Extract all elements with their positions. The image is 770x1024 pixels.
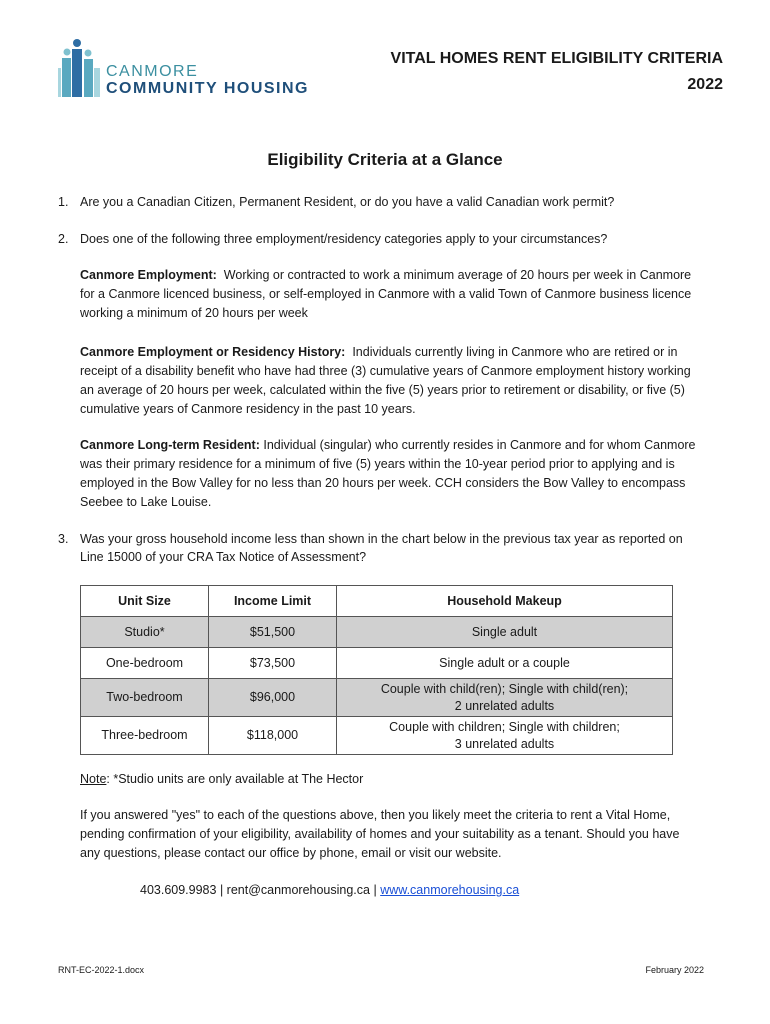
category-label: Canmore Employment or Residency History: bbox=[80, 345, 346, 359]
household-makeup-cell: Single adult bbox=[337, 617, 673, 648]
logo-line-2: COMMUNITY HOUSING bbox=[106, 80, 309, 97]
title-line-1: VITAL HOMES RENT ELIGIBILITY CRITERIA bbox=[390, 50, 723, 67]
canmore-housing-logo bbox=[58, 38, 348, 100]
question-text: Are you a Canadian Citizen, Permanent Resident, or do you have a valid Canadian work permit? bbox=[80, 195, 615, 209]
document-title bbox=[391, 46, 723, 98]
page-subtitle: Eligibility Criteria at a Glance bbox=[267, 150, 503, 169]
title-line-2: 2022 bbox=[687, 76, 723, 93]
studio-note bbox=[80, 772, 363, 786]
header-household-makeup: Household Makeup bbox=[337, 586, 673, 617]
question-text: Was your gross household income less than shown in the chart below in the previous tax year as reported on Line 15000 of your CRA Tax Notice of Assessment? bbox=[80, 532, 683, 564]
footer-date: February 2022 bbox=[645, 965, 704, 975]
income-limit-cell: $96,000 bbox=[209, 679, 337, 717]
household-makeup-cell: Couple with children; Single with children; 3 unrelated adults bbox=[337, 717, 673, 755]
household-makeup-cell: Couple with child(ren); Single with child(ren); 2 unrelated adults bbox=[337, 679, 673, 717]
unit-size-cell: Studio* bbox=[81, 617, 209, 648]
category-canmore-employment bbox=[80, 266, 700, 323]
question-number: 2. bbox=[58, 232, 69, 246]
note-text: : *Studio units are only available at The Hector bbox=[106, 772, 364, 786]
category-text: Individuals currently living in Canmore who are retired or in receipt of a disability benefit who have had three (3) cumulative years of Canmore employment history working an average of 20 hours per week, calculated within the five (5) years prior to retirement or disability, or five (5) cumulative years of Canmore residency in the past 10 years. bbox=[80, 345, 691, 416]
people-icon bbox=[58, 38, 102, 100]
category-employment-residency-history bbox=[80, 343, 700, 419]
question-number: 3. bbox=[58, 532, 69, 546]
unit-size-cell: Two-bedroom bbox=[81, 679, 209, 717]
unit-size-cell: One-bedroom bbox=[81, 648, 209, 679]
table-row bbox=[81, 717, 673, 755]
footer-doc-id: RNT-EC-2022-1.docx bbox=[58, 965, 145, 975]
question-number: 1. bbox=[58, 195, 69, 209]
table-row bbox=[81, 679, 673, 717]
category-label: Canmore Long-term Resident: bbox=[80, 438, 260, 452]
question-3 bbox=[58, 530, 698, 566]
table-header-row bbox=[81, 586, 673, 617]
website-link[interactable]: www.canmorehousing.ca bbox=[380, 883, 520, 897]
category-label: Canmore Employment: bbox=[80, 268, 217, 282]
income-limits-table bbox=[80, 585, 673, 755]
logo-line-1: CANMORE bbox=[106, 63, 199, 80]
income-limit-cell: $73,500 bbox=[209, 648, 337, 679]
category-text: Working or contracted to work a minimum average of 20 hours per week in Canmore for a Canmore licenced business, or self-employed in Canmore with a valid Town of Canmore business licence working a minimum of 20 hours per week bbox=[80, 268, 692, 320]
contact-phone-email: 403.609.9983 | rent@canmorehousing.ca | bbox=[140, 883, 381, 897]
header-unit-size: Unit Size bbox=[81, 586, 209, 617]
question-text: Does one of the following three employment/residency categories apply to your circumstances? bbox=[80, 232, 608, 246]
header-income-limit: Income Limit bbox=[209, 586, 337, 617]
unit-size-cell: Three-bedroom bbox=[81, 717, 209, 755]
question-2 bbox=[58, 230, 698, 248]
income-limit-cell: $118,000 bbox=[209, 717, 337, 755]
income-limit-cell: $51,500 bbox=[209, 617, 337, 648]
category-long-term-resident bbox=[80, 436, 700, 512]
note-label: Note bbox=[80, 772, 107, 786]
table-row bbox=[81, 648, 673, 679]
closing-paragraph: If you answered "yes" to each of the questions above, then you likely meet the criteria to rent a Vital Home, pending confirmation of your eligibility, availability of homes and your suitability as a tenant. Should you have any questions, please contact our office by phone, email or visit our website. bbox=[80, 808, 680, 860]
table-row bbox=[81, 617, 673, 648]
category-text: Individual (singular) who currently resides in Canmore and for whom Canmore was their primary residence for a minimum of five (5) years within the 10-year period prior to applying and is employed in the Bow Valley for no less than 20 hours per week. CCH considers the Bow Valley to encompass Seebee to Lake Louise. bbox=[80, 438, 696, 509]
household-makeup-cell: Single adult or a couple bbox=[337, 648, 673, 679]
question-1 bbox=[58, 193, 698, 211]
contact-line bbox=[140, 883, 519, 897]
